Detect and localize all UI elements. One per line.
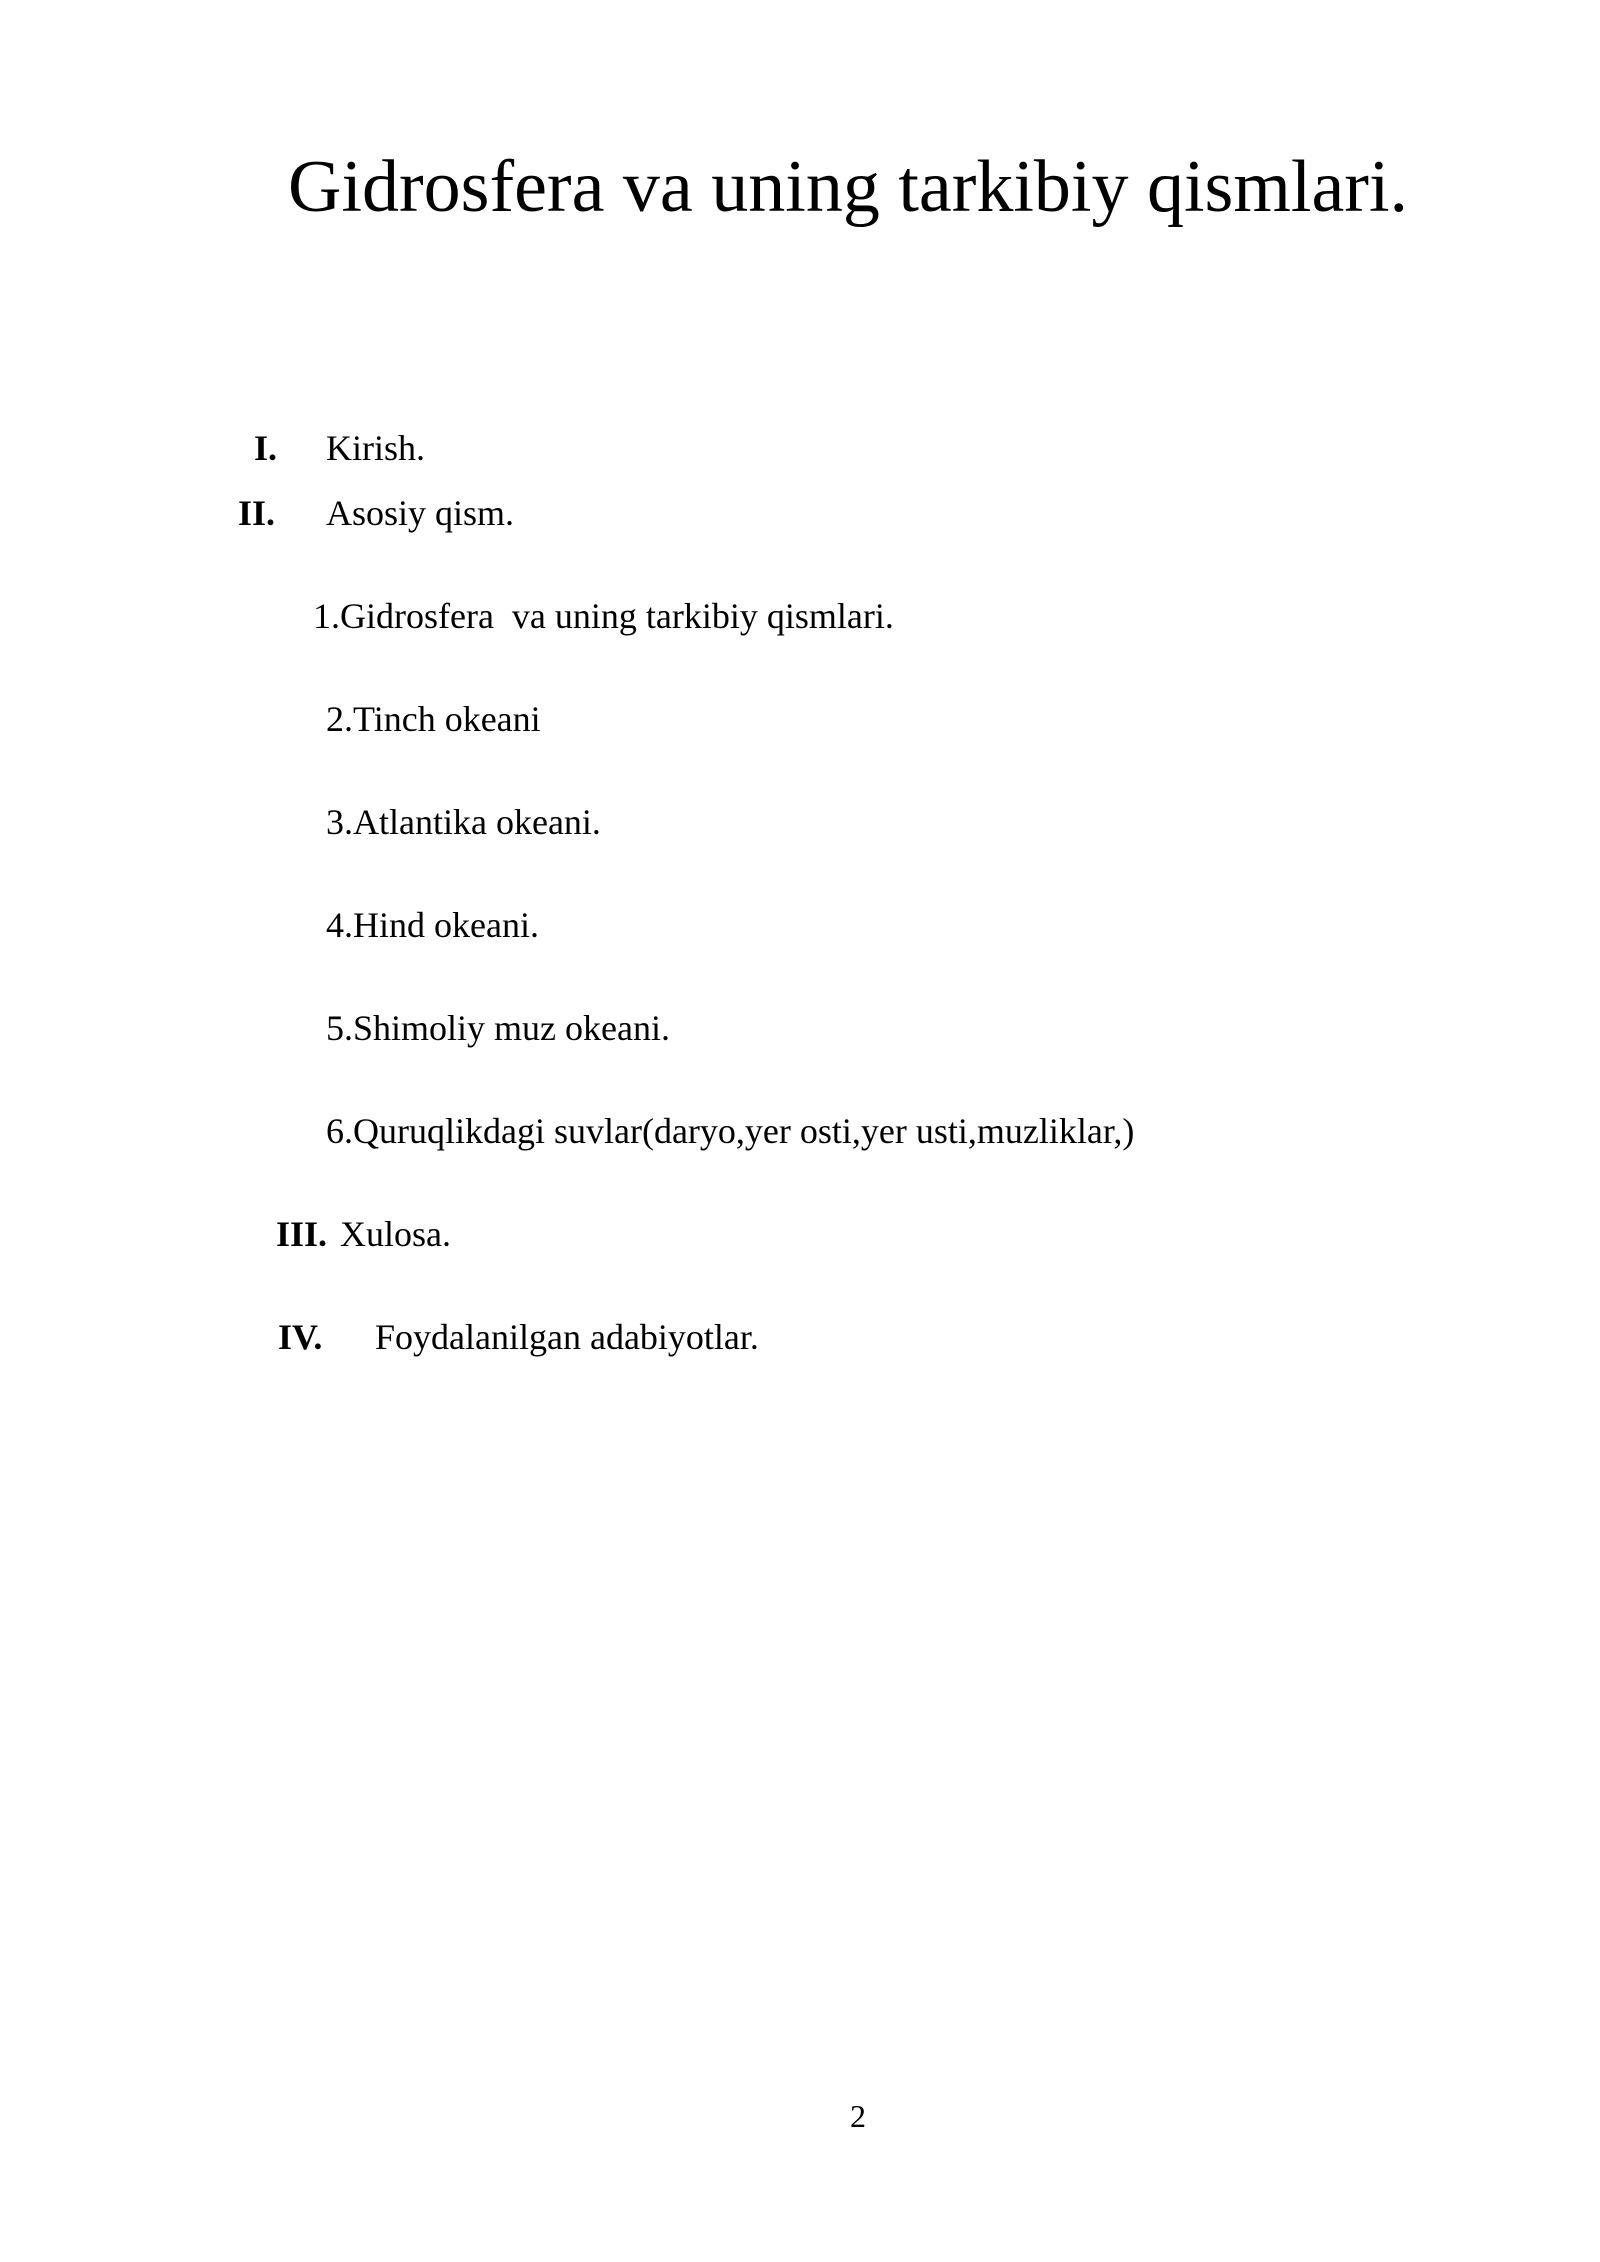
section-label-2: Asosiy qism. xyxy=(326,493,515,533)
subsection-5: 5.Shimoliy muz okeani. xyxy=(326,1008,670,1048)
section-label-1: Kirish. xyxy=(326,428,425,468)
subsection-3: 3.Atlantika okeani. xyxy=(326,802,601,842)
section-numeral-4: IV. xyxy=(278,1317,323,1357)
section-label-4: Foydalanilgan adabiyotlar. xyxy=(375,1317,759,1357)
section-numeral-3: III. xyxy=(276,1214,328,1254)
section-label-3: Xulosa. xyxy=(340,1214,451,1254)
subsection-6: 6.Quruqlikdagi suvlar(daryo,yer osti,yer usti,muzliklar,) xyxy=(326,1111,1135,1151)
subsection-2: 2.Tinch okeani xyxy=(326,699,541,739)
subsection-4: 4.Hind okeani. xyxy=(326,905,539,945)
section-numeral-2: II. xyxy=(238,493,276,533)
subsection-1: 1.Gidrosfera va uning tarkibiy qismlari. xyxy=(313,596,894,636)
section-numeral-1: I. xyxy=(254,428,278,468)
page-number: 2 xyxy=(850,2098,866,2134)
page-title: Gidrosfera va uning tarkibiy qismlari. xyxy=(288,146,1409,228)
